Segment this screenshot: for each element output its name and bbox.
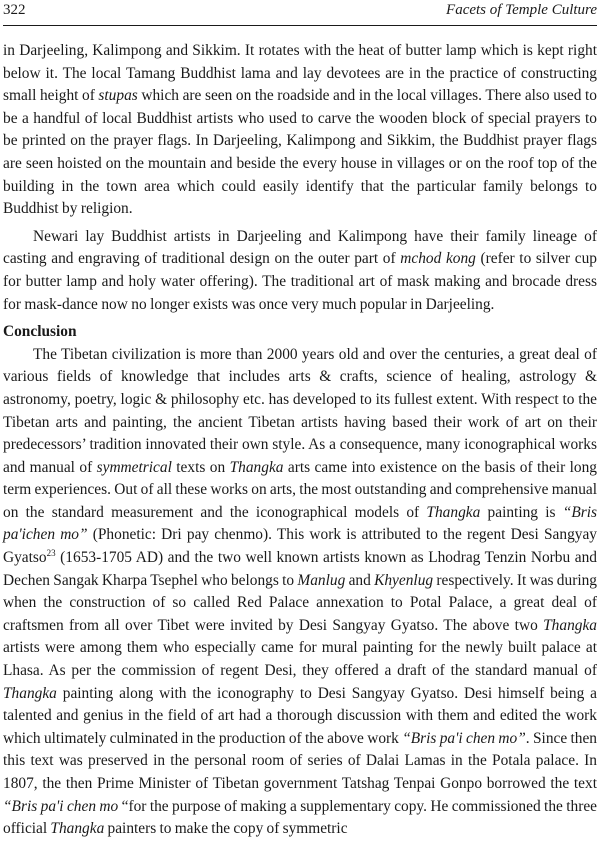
italic-term: “Bris pa'i chen mo”: [402, 729, 526, 747]
text-run: in Darjeeling, Kalimpong and Sikkim. It rotates with the heat of butter lamp which is kept right below it. The local Tamang Buddhist lama and lay devotees are in the practice of constructing small height of: [3, 42, 597, 105]
text-run: and: [345, 571, 375, 589]
italic-term: mchod kong: [400, 250, 476, 268]
running-head: [3, 0, 597, 25]
text-run: (Phonetic: Dri pay chenmo). This work is attributed to the regent Desi Sangyay Gyatso: [3, 526, 597, 567]
text-run: respectively. It was during when the construction of so called Red Palace annexation to Potal Palace, a great deal of craftsmen from all over Tibet were invited by Desi Sangyay Gyatso. The above two: [3, 571, 597, 634]
italic-term: “Bris pa'i chen mo: [3, 797, 119, 815]
text-run: (1653-1705 AD) and the two well known artists known as Lhodrag Tenzin Norbu and Dechen Sangak Kharpa Tsephel who belongs to: [3, 549, 597, 589]
text-run: . Since then this text was preserved in the personal room of series of Dalai Lamas in the Potala palace. In 1807, the then Prime Minister of Tibetan government Tatshag Tenpai Gonpo borrowed the text: [3, 729, 598, 792]
text-run: Newari lay Buddhist artists in Darjeeling and Kalimpong have their family lineage of casting and engraving of traditional design on the outer part of: [3, 227, 597, 268]
italic-term: Thangka: [426, 503, 481, 521]
italic-term: “Bris pa'ichen mo”: [3, 503, 597, 544]
text-run: arts came into existence on the basis of their long term experiences. Out of all these works on arts, the most outstanding and comprehensive manual on the standard measurement and the iconographical models of: [3, 458, 597, 521]
page-number: 322: [3, 2, 26, 18]
italic-term: symmetrical: [96, 458, 172, 476]
paragraph: [3, 226, 597, 316]
book-page: [3, 0, 597, 862]
text-run: which are seen on the roadside and in the local villages. There also used to be a handful of local Buddhist artists who used to carve the wooden block of special prayers to be printed on the prayer flags. In Darjeeling, Kalimpong and Sikkim, the Buddhist prayer flags are seen hoisted on the mountain and beside the every house in villages or on the roof top of the building in the town area which could easily identify that the particular family belongs to Buddhist by religion.: [3, 87, 597, 218]
footnote-ref: 23: [46, 547, 56, 558]
header-rule: [3, 25, 597, 26]
italic-term: Khyenlug: [374, 571, 434, 589]
paragraph: [3, 344, 597, 841]
text-run: painters to make the copy of symmetric: [104, 820, 348, 838]
running-title: Facets of Temple Culture: [446, 2, 597, 18]
italic-term: Manlug: [297, 571, 346, 589]
text-run: The Tibetan civilization is more than 2000 years old and over the centuries, a great deal of various fields of knowledge that includes arts & crafts, science of healing, astrology & astronomy, poetry, logic & philosophy etc. has developed to its fullest extent. With respect to the Tibetan arts and painting, the ancient Tibetan artists having based their work of art on their predecessors’ tradition innovated their own style. As a consequence, many iconographical works and manual of: [3, 345, 597, 476]
section-paragraphs: [3, 344, 597, 841]
text-run: painting is: [480, 503, 563, 521]
text-run: “for the purpose of making a supplementary copy. He commissioned the three official: [3, 797, 598, 838]
italic-term: Thangka: [50, 820, 105, 838]
text-run: texts on: [171, 458, 230, 476]
italic-term: Thangka: [229, 458, 284, 476]
paragraph: [3, 40, 597, 221]
section-heading: Conclusion: [3, 323, 77, 341]
italic-term: Thangka: [3, 684, 57, 702]
body-text: [3, 40, 597, 841]
conclusion-section: [3, 321, 597, 841]
text-run: painting along with the iconography to Desi Sangyay Gyatso. Desi himself being a talented and genius in the field of art had a thorough discussion with them and edited the work which ultimately culminated in the production of the above work: [3, 684, 597, 747]
text-run: (refer to silver cup for butter lamp and holy water offering). The traditional art of mask making and brocade dress for mask-dance now no longer exists was once very much popular in Darjeeling.: [3, 250, 597, 313]
text-run: artists were among them who especially came for mural painting for the newly built palace at Lhasa. As per the commission of regent Desi, they offered a draft of the standard manual of: [3, 639, 597, 680]
italic-term: Thangka: [543, 616, 597, 634]
italic-term: stupas: [98, 87, 138, 105]
lead-paragraphs: [3, 40, 597, 316]
